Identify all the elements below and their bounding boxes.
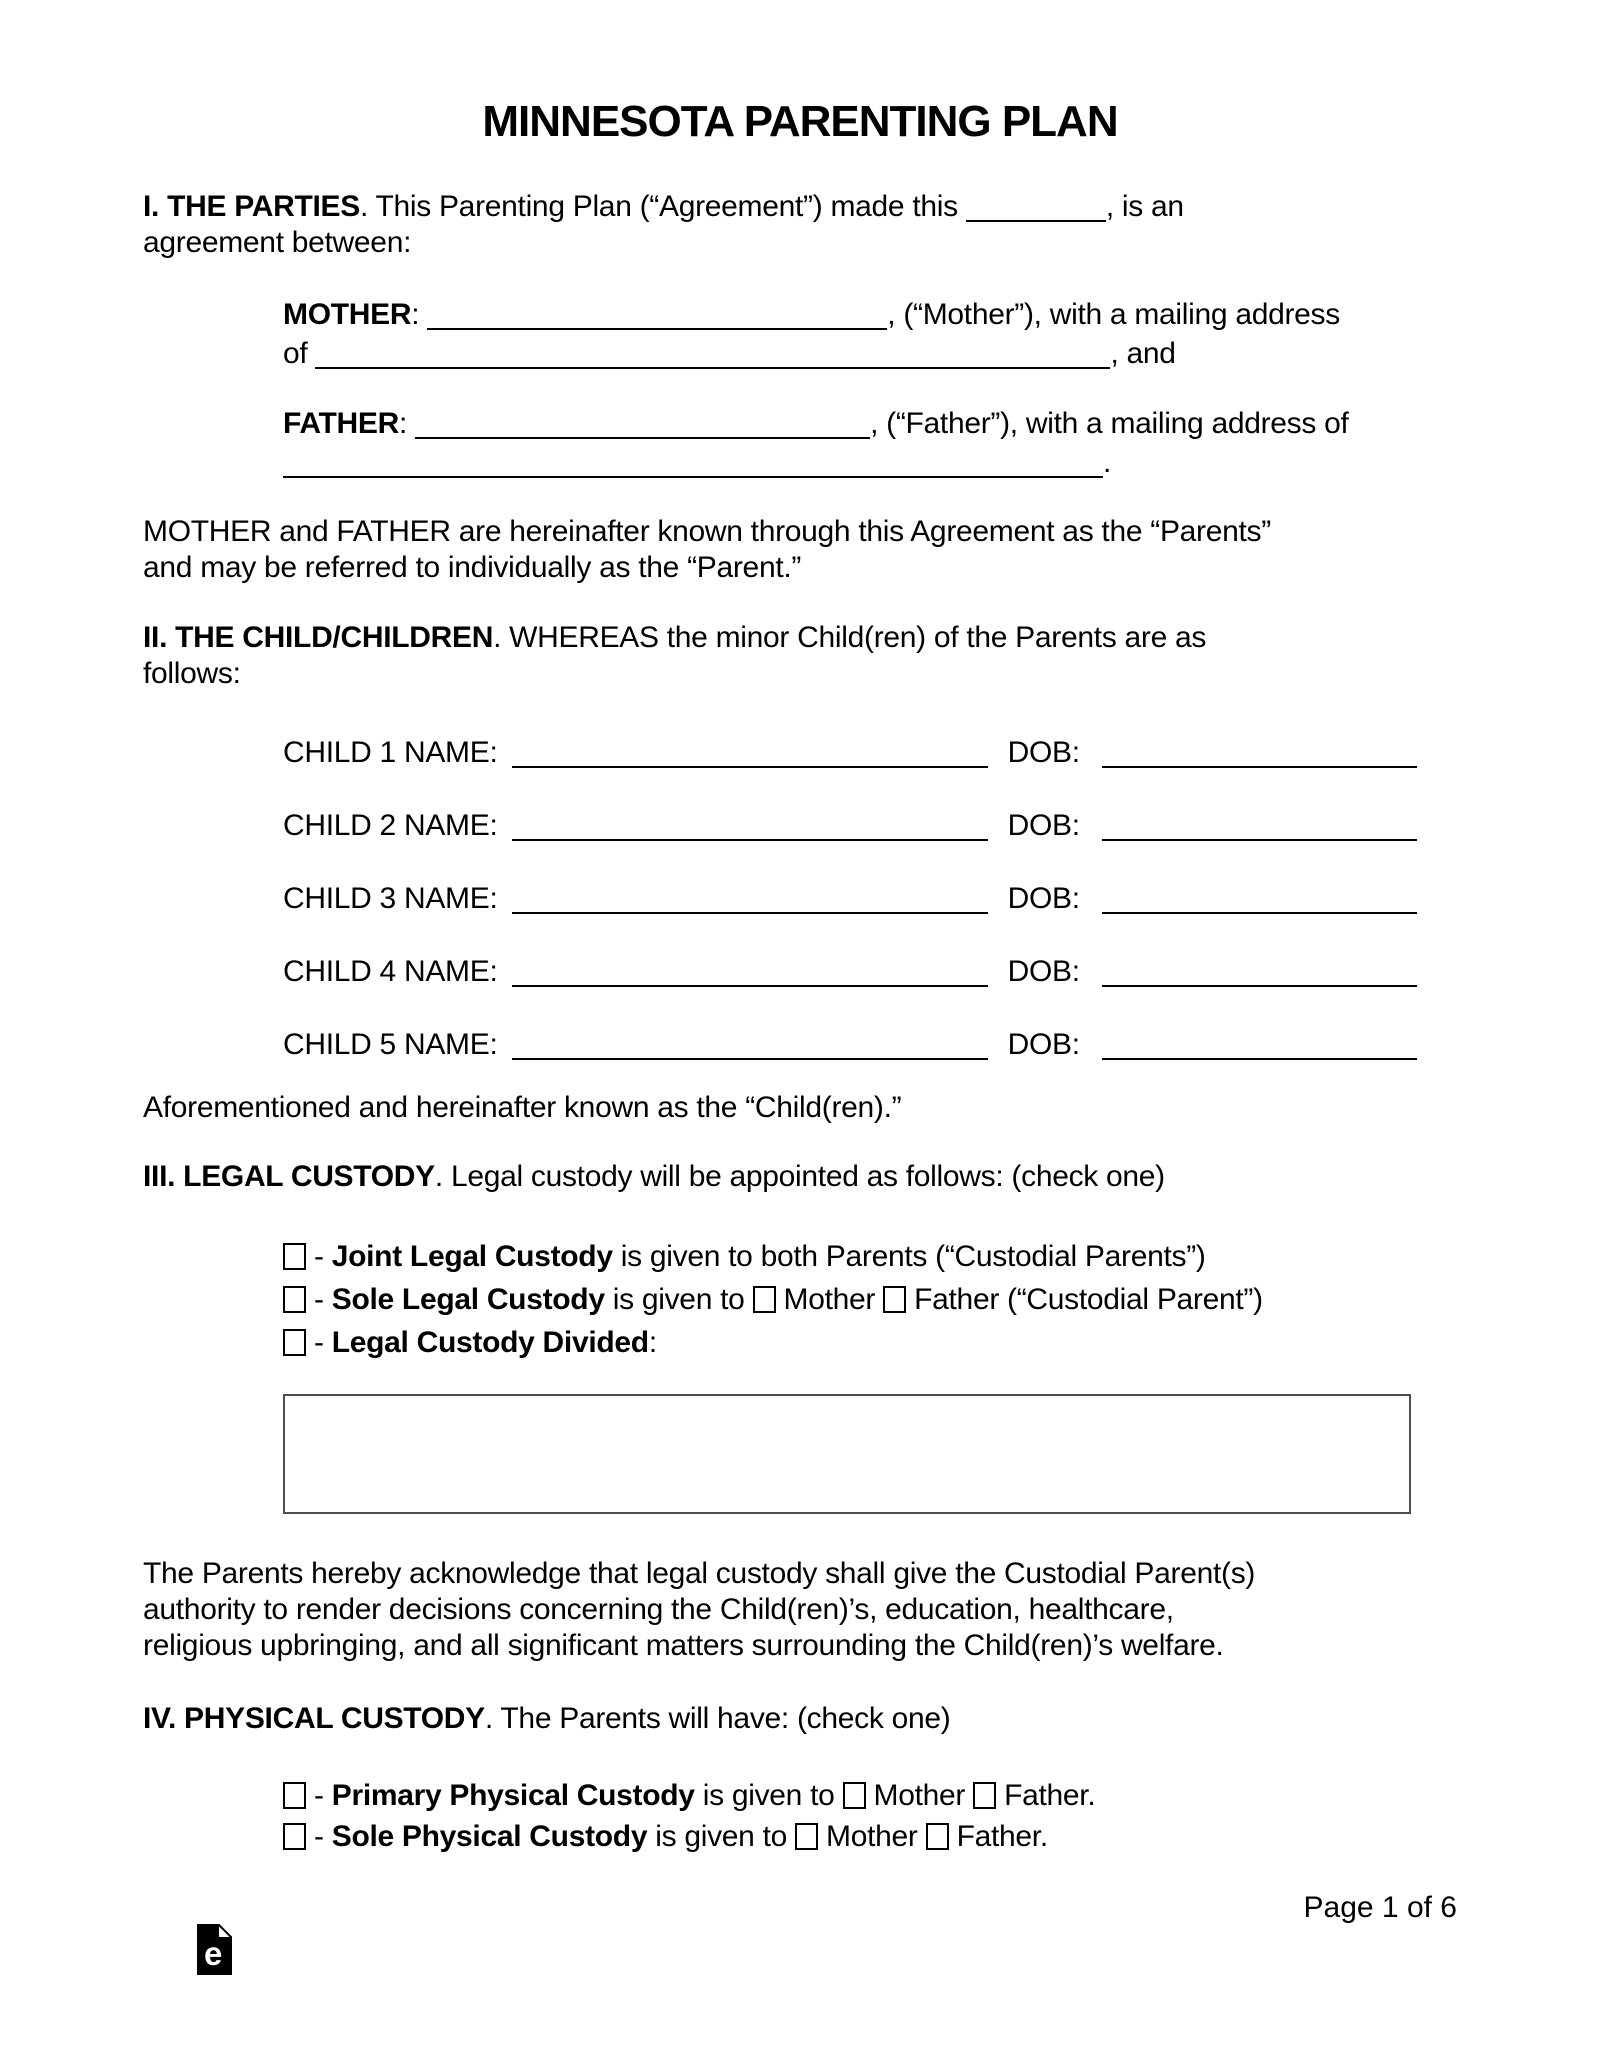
legal-custody-divided-textbox[interactable] (283, 1394, 1411, 1514)
primary-physical-mother-label: Mother (873, 1779, 966, 1812)
father-name-blank[interactable] (415, 411, 870, 439)
sole-legal-custody-mother-label: Mother (783, 1283, 876, 1316)
father-label: FATHER (283, 407, 399, 440)
child-row-2 (283, 808, 1457, 844)
sole-physical-father-checkbox[interactable] (926, 1823, 949, 1850)
physical-custody-option-sole (283, 1816, 1457, 1857)
known-as-line1: MOTHER and FATHER are hereinafter known through this Agreement as the “Parents” (143, 515, 1271, 548)
legal-custody-intro: . Legal custody will be appointed as follows: (check one) (434, 1160, 1165, 1193)
logo-letter: e (203, 1935, 223, 1972)
child-1-name-label: CHILD 1 NAME: (283, 736, 498, 769)
legal-custody-heading: III. LEGAL CUSTODY (143, 1160, 435, 1193)
father-after-text: , (“Father”), with a mailing address of (870, 407, 1349, 440)
physical-custody-heading: IV. PHYSICAL CUSTODY (143, 1702, 485, 1735)
child-row-5 (283, 1027, 1457, 1063)
dash: - (314, 1240, 332, 1273)
child-row-4 (283, 954, 1457, 990)
dash: - (314, 1326, 332, 1359)
child-4-dob-blank[interactable] (1102, 959, 1417, 987)
child-2-dob-label: DOB: (1007, 809, 1080, 842)
page-title: MINNESOTA PARENTING PLAN (482, 97, 1118, 146)
mother-after-text: , (“Mother”), with a mailing address (887, 298, 1340, 331)
child-1-dob-label: DOB: (1007, 736, 1080, 769)
legal-custody-divided-text: : (648, 1326, 657, 1359)
mother-line2-post: , and (1110, 337, 1176, 370)
child-4-dob-label: DOB: (1007, 955, 1080, 988)
dash: - (314, 1820, 332, 1853)
children-heading: II. THE CHILD/CHILDREN (143, 621, 494, 654)
primary-physical-mother-checkbox[interactable] (843, 1782, 866, 1809)
father-colon: : (398, 407, 416, 440)
sole-physical-custody-checkbox[interactable] (283, 1823, 306, 1850)
primary-physical-custody-checkbox[interactable] (283, 1782, 306, 1809)
child-1-name-blank[interactable] (512, 740, 988, 768)
sole-legal-custody-mother-checkbox[interactable] (753, 1286, 776, 1313)
sole-legal-custody-label: Sole Legal Custody (331, 1283, 605, 1316)
child-5-name-label: CHILD 5 NAME: (283, 1028, 498, 1061)
father-block (283, 404, 1457, 482)
joint-legal-custody-text: is given to both Parents (“Custodial Parents”) (612, 1240, 1206, 1273)
child-row-3 (283, 881, 1457, 917)
parents-known-as-paragraph (143, 514, 1457, 586)
acknowledgement-line2: authority to render decisions concerning the Child(ren)’s, education, healthcare, (143, 1593, 1174, 1626)
children-intro: . WHEREAS the minor Child(ren) of the Parents are as (493, 621, 1207, 654)
physical-custody-options (283, 1775, 1457, 1857)
acknowledgement-line1: The Parents hereby acknowledge that legal custody shall give the Custodial Parent(s) (143, 1557, 1256, 1590)
child-2-dob-blank[interactable] (1102, 813, 1417, 841)
child-5-name-blank[interactable] (512, 1032, 988, 1060)
primary-physical-custody-text: is given to (694, 1779, 835, 1812)
father-line2-post: . (1103, 446, 1112, 479)
sole-physical-father-label: Father. (956, 1820, 1048, 1853)
legal-custody-option-sole (283, 1278, 1457, 1321)
child-4-name-label: CHILD 4 NAME: (283, 955, 498, 988)
sole-physical-custody-label: Sole Physical Custody (331, 1820, 648, 1853)
legal-custody-option-divided (283, 1321, 1457, 1364)
physical-custody-option-primary (283, 1775, 1457, 1816)
mother-label: MOTHER (283, 298, 412, 331)
primary-physical-custody-label: Primary Physical Custody (331, 1779, 695, 1812)
sole-legal-custody-father-checkbox[interactable] (883, 1286, 906, 1313)
legal-custody-option-joint (283, 1235, 1457, 1278)
dash: - (314, 1283, 332, 1316)
agreement-date-blank[interactable] (966, 194, 1106, 222)
child-3-dob-label: DOB: (1007, 882, 1080, 915)
child-4-name-blank[interactable] (512, 959, 988, 987)
sole-physical-custody-text: is given to (647, 1820, 788, 1853)
sole-legal-custody-checkbox[interactable] (283, 1286, 306, 1313)
children-list (283, 735, 1457, 1100)
known-as-line2: and may be referred to individually as the “Parent.” (143, 551, 802, 584)
father-address-blank[interactable] (283, 450, 1103, 478)
section-legal-custody (143, 1159, 1457, 1195)
child-3-name-blank[interactable] (512, 886, 988, 914)
dash: - (314, 1779, 332, 1812)
legal-custody-acknowledgement (143, 1556, 1457, 1664)
legal-custody-divided-label: Legal Custody Divided (331, 1326, 649, 1359)
child-5-dob-label: DOB: (1007, 1028, 1080, 1061)
joint-legal-custody-label: Joint Legal Custody (331, 1240, 613, 1273)
child-2-name-blank[interactable] (512, 813, 988, 841)
sole-legal-custody-text: is given to (604, 1283, 745, 1316)
mother-line2-pre: of (283, 337, 316, 370)
child-2-name-label: CHILD 2 NAME: (283, 809, 498, 842)
sole-legal-custody-father-label: Father (“Custodial Parent”) (914, 1283, 1263, 1316)
parties-intro-line2: agreement between: (143, 226, 412, 259)
children-outro: Aforementioned and hereinafter known as the “Child(ren).” (143, 1091, 902, 1124)
parties-intro-tail: , is an (1105, 190, 1184, 223)
child-5-dob-blank[interactable] (1102, 1032, 1417, 1060)
sole-physical-mother-checkbox[interactable] (795, 1823, 818, 1850)
child-3-dob-blank[interactable] (1102, 886, 1417, 914)
parties-intro: . This Parenting Plan (“Agreement”) made this (359, 190, 966, 223)
page-number: Page 1 of 6 (1303, 1891, 1457, 1924)
legal-custody-divided-checkbox[interactable] (283, 1329, 306, 1356)
joint-legal-custody-checkbox[interactable] (283, 1243, 306, 1270)
sole-physical-mother-label: Mother (826, 1820, 918, 1853)
mother-name-blank[interactable] (427, 302, 887, 330)
section-physical-custody (143, 1701, 1457, 1737)
physical-custody-intro: . The Parents will have: (check one) (484, 1702, 951, 1735)
child-1-dob-blank[interactable] (1102, 740, 1417, 768)
parties-heading: I. THE PARTIES (143, 190, 360, 223)
child-3-name-label: CHILD 3 NAME: (283, 882, 498, 915)
mother-address-blank[interactable] (315, 341, 1110, 369)
acknowledgement-line3: religious upbringing, and all significant matters surrounding the Child(ren)’s welfare. (143, 1629, 1224, 1662)
section-parties (143, 189, 1457, 261)
section-children (143, 620, 1457, 692)
children-intro-line2: follows: (143, 657, 241, 690)
child-row-1 (283, 735, 1457, 771)
eforms-logo (197, 1924, 232, 1975)
mother-colon: : (411, 298, 428, 331)
primary-physical-father-label: Father. (1004, 1779, 1096, 1812)
legal-custody-options (283, 1235, 1457, 1364)
primary-physical-father-checkbox[interactable] (973, 1782, 996, 1809)
mother-block (283, 295, 1457, 373)
